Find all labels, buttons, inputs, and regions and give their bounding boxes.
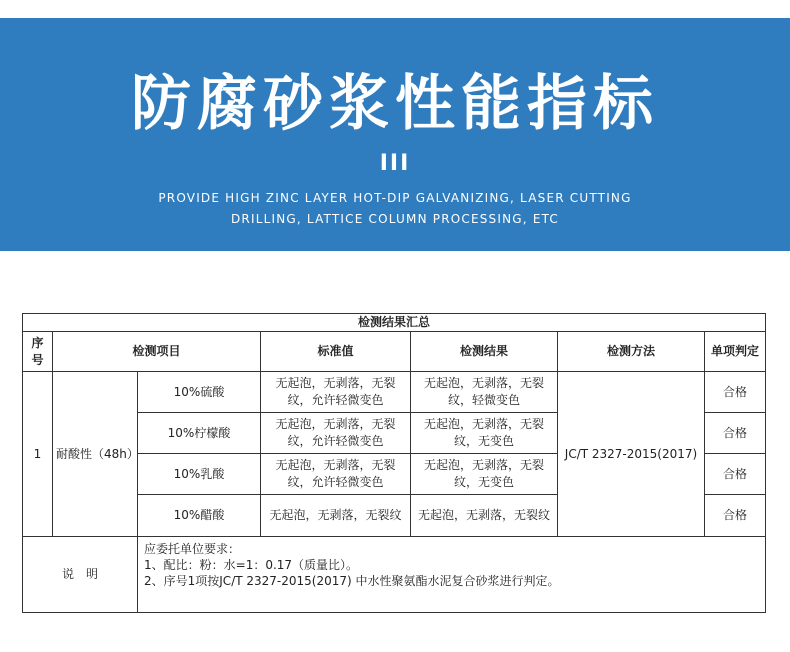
row-result: 无起泡，无剥落，无裂纹，无变色 [411,413,558,454]
notes-line2: 1、配比：粉：水=1：0.17（质量比）。 [144,558,359,572]
header-result: 检测结果 [411,332,558,372]
notes-content [138,537,766,613]
table-caption: 检测结果汇总 [23,314,766,332]
notes-line3: 2、序号1项按JC/T 2327-2015(2017) 中水性聚氨酯水泥复合砂浆进行判定。 [144,574,560,588]
row-result: 无起泡，无剥落，无裂纹，无变色 [411,454,558,495]
table-header-row [23,332,766,372]
row-judge: 合格 [705,413,766,454]
row-item: 10%柠檬酸 [138,413,261,454]
row-standard: 无起泡，无剥落，无裂纹，允许轻微变色 [261,454,411,495]
divider-bars-icon: III [379,151,411,176]
header-method: 检测方法 [558,332,705,372]
row-result: 无起泡，无剥落，无裂纹 [411,495,558,537]
header-seq: 序号 [23,332,53,372]
test-results-table [22,313,766,613]
notes-row [23,537,766,613]
row-judge: 合格 [705,372,766,413]
header-standard: 标准值 [261,332,411,372]
header-item: 检测项目 [53,332,261,372]
row-item: 10%硫酸 [138,372,261,413]
row-item: 10%乳酸 [138,454,261,495]
row-standard: 无起泡，无剥落，无裂纹 [261,495,411,537]
group-seq: 1 [23,372,53,537]
row-standard: 无起泡，无剥落，无裂纹，允许轻微变色 [261,413,411,454]
header-judge: 单项判定 [705,332,766,372]
row-item: 10%醋酸 [138,495,261,537]
banner-title: 防腐砂浆性能指标 [131,69,659,139]
notes-label: 说 明 [23,537,138,613]
table-row [23,372,766,413]
row-result: 无起泡，无剥落，无裂纹，轻微变色 [411,372,558,413]
row-judge: 合格 [705,495,766,537]
banner-subtitle-line1: PROVIDE HIGH ZINC LAYER HOT-DIP GALVANIZING, LASER CUTTING [158,191,632,205]
row-judge: 合格 [705,454,766,495]
notes-line1: 应委托单位要求： [144,542,241,556]
header-banner [0,18,790,251]
banner-subtitle-line2: DRILLING, LATTICE COLUMN PROCESSING, ETC [230,212,560,226]
group-property: 耐酸性（48h） [53,372,138,537]
row-standard: 无起泡，无剥落，无裂纹，允许轻微变色 [261,372,411,413]
group-method: JC/T 2327-2015(2017) [558,372,705,537]
